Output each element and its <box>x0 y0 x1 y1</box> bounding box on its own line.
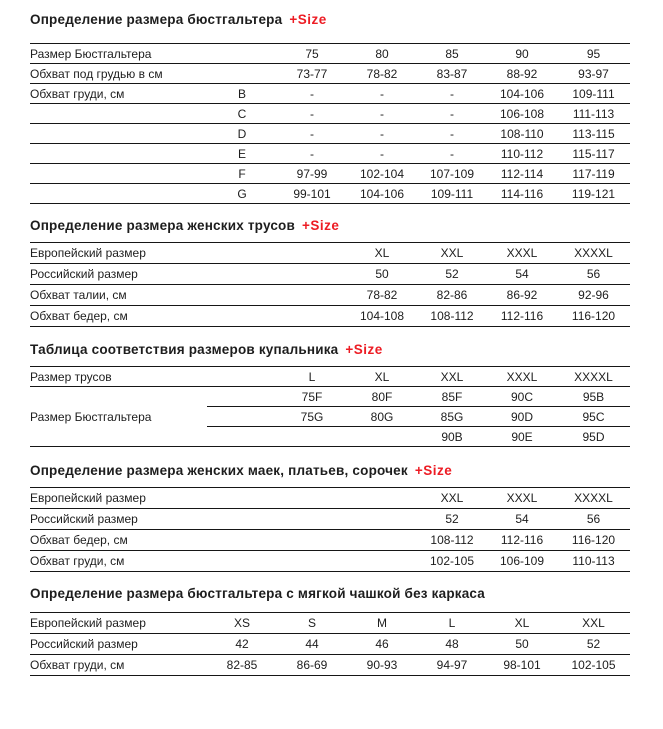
cell <box>207 44 277 64</box>
cell: 52 <box>417 264 487 285</box>
cell: 95C <box>557 407 630 427</box>
cell: 50 <box>487 634 557 655</box>
cell: 86-69 <box>277 655 347 676</box>
cell: 102-104 <box>347 164 417 184</box>
cell <box>277 243 347 264</box>
table-row <box>30 243 630 264</box>
row-label <box>30 124 207 144</box>
cell: 80 <box>347 44 417 64</box>
cell <box>207 509 277 530</box>
section-title-text: Определение размера женских трусов <box>30 218 295 233</box>
section-title-text: Определение размера женских маек, платьев, сорочек <box>30 463 408 478</box>
cell: 117-119 <box>557 164 630 184</box>
section-swimsuit-sizing <box>30 343 630 447</box>
cell: 75 <box>277 44 347 64</box>
cell <box>347 530 417 551</box>
cell: XL <box>347 367 417 387</box>
section-title <box>30 464 630 478</box>
cell <box>207 367 277 387</box>
cell <box>207 488 277 509</box>
table-row <box>30 285 630 306</box>
table-row <box>30 104 630 124</box>
cell: XXXL <box>487 367 557 387</box>
cell <box>277 264 347 285</box>
cell: 90B <box>417 427 487 447</box>
section-tops-sizing <box>30 464 630 572</box>
row-label <box>30 144 207 164</box>
section-softcup-bra-sizing <box>30 587 630 676</box>
cup-letter-cell: B <box>207 84 277 104</box>
plus-size-link[interactable]: +Size <box>345 342 383 357</box>
cell: 113-115 <box>557 124 630 144</box>
cell: 93-97 <box>557 64 630 84</box>
section-title-text: Определение размера бюстгальтера <box>30 12 283 27</box>
cell: 108-112 <box>417 530 487 551</box>
row-label: Европейский размер <box>30 488 207 509</box>
cell: 95D <box>557 427 630 447</box>
section-title <box>30 13 630 27</box>
row-label: Европейский размер <box>30 613 207 634</box>
cell <box>207 551 277 572</box>
cell: - <box>277 104 347 124</box>
softcup-bra-size-table <box>30 612 630 676</box>
cell: 99-101 <box>277 184 347 204</box>
cell: 114-116 <box>487 184 557 204</box>
cell: - <box>417 124 487 144</box>
cell: 109-111 <box>417 184 487 204</box>
cell: 108-112 <box>417 306 487 327</box>
cell: 112-116 <box>487 306 557 327</box>
cell: 108-110 <box>487 124 557 144</box>
cell <box>277 306 347 327</box>
table-row <box>30 488 630 509</box>
row-label: Обхват талии, см <box>30 285 207 306</box>
cell: 90 <box>487 44 557 64</box>
cell <box>347 427 417 447</box>
bra-size-table <box>30 43 630 204</box>
row-label: Европейский размер <box>30 243 207 264</box>
table-row <box>30 184 630 204</box>
table-row <box>30 124 630 144</box>
cell: 54 <box>487 509 557 530</box>
cell: 54 <box>487 264 557 285</box>
cell <box>347 551 417 572</box>
cell: 50 <box>347 264 417 285</box>
cell: XXL <box>417 243 487 264</box>
table-row <box>30 44 630 64</box>
cell <box>207 427 277 447</box>
cell: 104-108 <box>347 306 417 327</box>
cell <box>277 488 347 509</box>
cell: - <box>417 104 487 124</box>
table-row <box>30 84 630 104</box>
cell: 86-92 <box>487 285 557 306</box>
cell: 109-111 <box>557 84 630 104</box>
cell: XL <box>487 613 557 634</box>
plus-size-link[interactable]: +Size <box>414 463 453 478</box>
row-label: Размер трусов <box>30 367 207 387</box>
cell <box>277 530 347 551</box>
cell: 78-82 <box>347 285 417 306</box>
row-label: Обхват груди, см <box>30 655 207 676</box>
cell: 92-96 <box>557 285 630 306</box>
table-row <box>30 634 630 655</box>
cell: 116-120 <box>557 530 630 551</box>
cell: 90E <box>487 427 557 447</box>
cell: 85F <box>417 387 487 407</box>
tops-size-table <box>30 487 630 572</box>
cell: 56 <box>557 264 630 285</box>
cell: 85G <box>417 407 487 427</box>
section-title-text: Таблица соответствия размеров купальника <box>30 342 339 357</box>
cell: 82-86 <box>417 285 487 306</box>
cell <box>277 285 347 306</box>
table-row <box>30 367 630 387</box>
cell: 107-109 <box>417 164 487 184</box>
cell: - <box>347 104 417 124</box>
cell: 110-113 <box>557 551 630 572</box>
cell: - <box>277 124 347 144</box>
section-bra-sizing <box>30 13 630 204</box>
cell: 95 <box>557 44 630 64</box>
cell <box>277 427 347 447</box>
table-row <box>30 144 630 164</box>
cell: 85 <box>417 44 487 64</box>
cell: 90D <box>487 407 557 427</box>
cup-letter-cell: C <box>207 104 277 124</box>
row-label: Размер Бюстгальтера <box>30 387 207 447</box>
cell: 106-109 <box>487 551 557 572</box>
row-label: Обхват груди, см <box>30 551 207 572</box>
cup-letter-cell: E <box>207 144 277 164</box>
cell: 112-114 <box>487 164 557 184</box>
cell <box>207 407 277 427</box>
cell: XXXL <box>487 243 557 264</box>
cup-letter-cell: G <box>207 184 277 204</box>
cell: 52 <box>417 509 487 530</box>
row-label: Российский размер <box>30 509 207 530</box>
section-title <box>30 587 630 601</box>
cell: 116-120 <box>557 306 630 327</box>
cell: 75F <box>277 387 347 407</box>
cell: - <box>417 144 487 164</box>
swimsuit-size-table <box>30 366 630 447</box>
cell: - <box>277 144 347 164</box>
table-row <box>30 509 630 530</box>
cell: 73-77 <box>277 64 347 84</box>
cell: XL <box>347 243 417 264</box>
cell: 119-121 <box>557 184 630 204</box>
cell: 104-106 <box>487 84 557 104</box>
cell: 42 <box>207 634 277 655</box>
cell: 88-92 <box>487 64 557 84</box>
row-label: Российский размер <box>30 634 207 655</box>
section-title-text: Определение размера бюстгальтера с мягкой чашкой без каркаса <box>30 586 486 601</box>
table-row <box>30 64 630 84</box>
row-label <box>30 104 207 124</box>
cell: - <box>417 84 487 104</box>
cell: 95B <box>557 387 630 407</box>
cell <box>207 530 277 551</box>
cup-letter-cell: D <box>207 124 277 144</box>
cell: - <box>347 124 417 144</box>
cell: - <box>277 84 347 104</box>
cell: 90-93 <box>347 655 417 676</box>
section-title <box>30 219 630 233</box>
cell: M <box>347 613 417 634</box>
cell: 106-108 <box>487 104 557 124</box>
row-label <box>30 184 207 204</box>
cell <box>207 264 277 285</box>
cell: 75G <box>277 407 347 427</box>
cell: - <box>347 84 417 104</box>
plus-size-link[interactable]: +Size <box>301 218 340 233</box>
cell: 56 <box>557 509 630 530</box>
row-label: Обхват под грудью в см <box>30 64 207 84</box>
section-title <box>30 343 630 357</box>
cell: XXL <box>557 613 630 634</box>
cell: 112-116 <box>487 530 557 551</box>
cell: 46 <box>347 634 417 655</box>
cell: 83-87 <box>417 64 487 84</box>
cell <box>277 509 347 530</box>
row-label: Обхват бедер, см <box>30 530 207 551</box>
panties-size-table <box>30 242 630 327</box>
cell: XXL <box>417 367 487 387</box>
cell: 78-82 <box>347 64 417 84</box>
table-row <box>30 551 630 572</box>
cell: 115-117 <box>557 144 630 164</box>
cell: 52 <box>557 634 630 655</box>
cell: XS <box>207 613 277 634</box>
cup-letter-cell: F <box>207 164 277 184</box>
cell: 102-105 <box>417 551 487 572</box>
cell: 80G <box>347 407 417 427</box>
row-label: Размер Бюстгальтера <box>30 44 207 64</box>
cell: S <box>277 613 347 634</box>
cell: 82-85 <box>207 655 277 676</box>
row-label: Обхват груди, см <box>30 84 207 104</box>
cell <box>347 509 417 530</box>
table-row <box>30 264 630 285</box>
row-label <box>30 164 207 184</box>
cell: 102-105 <box>557 655 630 676</box>
cell: 48 <box>417 634 487 655</box>
cell: 94-97 <box>417 655 487 676</box>
cell <box>277 551 347 572</box>
cell: XXXXL <box>557 367 630 387</box>
cell: 80F <box>347 387 417 407</box>
cell: XXXXL <box>557 243 630 264</box>
table-row <box>30 164 630 184</box>
cell: 104-106 <box>347 184 417 204</box>
cell: 90C <box>487 387 557 407</box>
cell <box>207 243 277 264</box>
cell: L <box>417 613 487 634</box>
cell: 97-99 <box>277 164 347 184</box>
table-row <box>30 306 630 327</box>
cell: XXL <box>417 488 487 509</box>
cell: 110-112 <box>487 144 557 164</box>
table-row <box>30 387 630 407</box>
cell <box>207 306 277 327</box>
cell: 44 <box>277 634 347 655</box>
cell: - <box>347 144 417 164</box>
cell <box>207 387 277 407</box>
row-label: Российский размер <box>30 264 207 285</box>
table-row <box>30 655 630 676</box>
plus-size-link[interactable]: +Size <box>289 12 327 27</box>
cell: XXXL <box>487 488 557 509</box>
cell: 111-113 <box>557 104 630 124</box>
row-label: Обхват бедер, см <box>30 306 207 327</box>
section-panties-sizing <box>30 219 630 327</box>
cell <box>207 64 277 84</box>
table-row <box>30 613 630 634</box>
table-row <box>30 530 630 551</box>
cell: L <box>277 367 347 387</box>
cell: 98-101 <box>487 655 557 676</box>
cell <box>207 285 277 306</box>
cell <box>347 488 417 509</box>
cell: XXXXL <box>557 488 630 509</box>
